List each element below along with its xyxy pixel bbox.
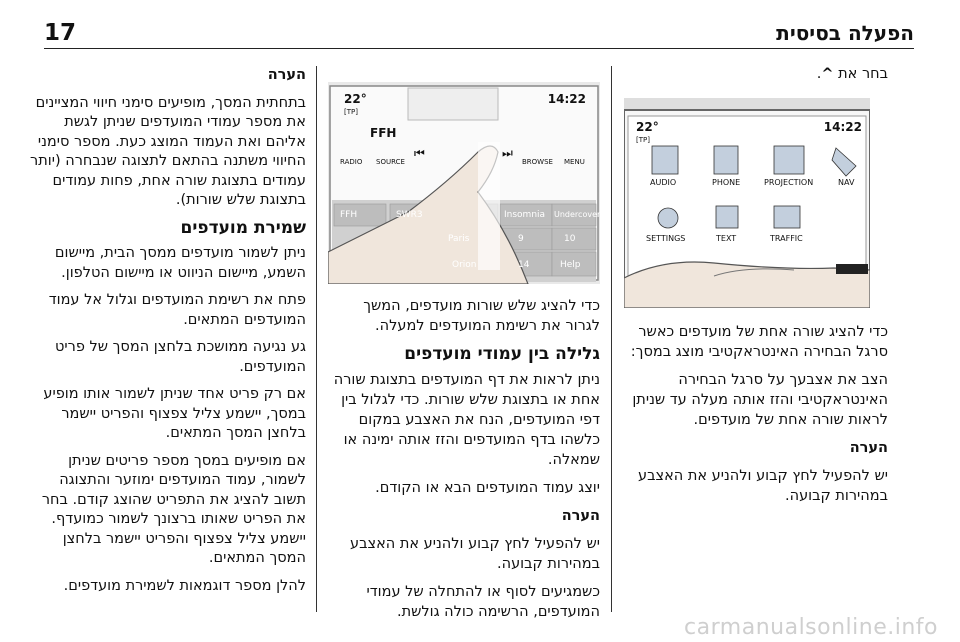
favorite-item[interactable]: 10 bbox=[564, 234, 576, 244]
middle-column-text bbox=[326, 296, 600, 630]
note-heading: הערה bbox=[267, 67, 306, 83]
app-label-phone: PHONE bbox=[712, 178, 741, 187]
app-label-text: TEXT bbox=[716, 234, 737, 243]
paragraph: יוצג עמוד המועדפים הבא או הקודם. bbox=[375, 480, 600, 496]
app-label-nav: NAV bbox=[838, 178, 855, 187]
intro-period: . bbox=[816, 66, 822, 82]
paragraph: ניתן לראות את דף המועדפים בתצוגת שורה אחת או בתצוגת שלש שורות. כדי לגלול בין דפי המועדפים, הנח את האצבע במקום כלשהו בדף המועדפים והזז אותה ימינה או שמאלה. bbox=[333, 372, 600, 468]
temperature-label: 22° bbox=[636, 120, 659, 134]
note-heading: הערה bbox=[561, 508, 600, 524]
favorite-item[interactable]: FFH bbox=[340, 210, 358, 220]
temperature-label: 22° bbox=[344, 92, 367, 106]
app-label-traffic: TRAFFIC bbox=[770, 234, 803, 243]
favorite-item[interactable]: Undercover bbox=[554, 210, 600, 219]
paragraph: הצב את אצבעך על סרגל הבחירה האינטראקטיבי והזז אותה מעלה עד שניתן לראות שורה אחת של מועדפים. bbox=[632, 372, 888, 428]
prev-icon[interactable]: ⏮ bbox=[414, 146, 425, 160]
source-button[interactable]: SOURCE bbox=[376, 158, 405, 166]
note-body: בתחתית המסך, מופיעים סימני חיווי המציינים את מספר עמודי המועדפים שניתן לגשת אליהם ואת העמוד המוצג כעת. מספר סימני החיווי משתנה בהתאם לתצוגה שנבחרה (יותר עמודים בתצוגת שורה אחת, פחות עמודים בתצוגת שלש שורות). bbox=[30, 94, 306, 208]
watermark: carmanualsonline.info bbox=[684, 615, 938, 640]
menu-button[interactable]: MENU bbox=[564, 158, 585, 166]
column-divider bbox=[316, 66, 317, 612]
column-divider bbox=[611, 66, 612, 612]
paragraph: ניתן לשמור מועדפים ממסך הבית, מיישום השמע, מיישום הניווט או מיישום הטלפון. bbox=[54, 245, 306, 281]
browse-button[interactable]: BROWSE bbox=[522, 158, 553, 166]
app-label-audio: AUDIO bbox=[650, 178, 677, 187]
favorite-item[interactable]: 14 bbox=[518, 260, 530, 270]
paragraph: להלן מספר דוגמאות לשמירת מועדפים. bbox=[63, 577, 306, 594]
left-column bbox=[620, 64, 888, 94]
chevron-up-icon: ^ bbox=[821, 66, 834, 82]
page-title: הפעלה בסיסית bbox=[776, 21, 914, 45]
note-body: יש להפעיל לחץ קבוע ולהניע את האצבע במהירות קבועה. bbox=[350, 536, 600, 572]
page-number: 17 bbox=[44, 20, 77, 46]
favorite-item[interactable]: 9 bbox=[518, 234, 524, 244]
paragraph: פתח את רשימת המועדפים וגלול אל עמוד המועדפים המתאים. bbox=[48, 292, 306, 328]
favorite-item[interactable]: Orion bbox=[452, 260, 477, 270]
station-label: FFH bbox=[370, 126, 397, 140]
favorites-screen-image bbox=[328, 82, 600, 284]
favorite-item[interactable]: Insomnia bbox=[504, 210, 546, 220]
favorite-item[interactable]: Help bbox=[560, 260, 581, 270]
clock-label: 14:22 bbox=[547, 92, 586, 106]
home-screen-image bbox=[624, 98, 870, 308]
section-heading: שמירת מועדפים bbox=[180, 217, 306, 238]
note-heading: הערה bbox=[849, 440, 888, 456]
intro-text: בחר את bbox=[838, 66, 888, 82]
tp-label: [TP] bbox=[636, 136, 650, 144]
tp-label: [TP] bbox=[344, 108, 358, 116]
paragraph: גע נגיעה ממושכת בלחצן המסך של פריט המועדפים. bbox=[55, 339, 306, 375]
favorites-screen-illustration bbox=[328, 82, 600, 284]
paragraph: אם מופיעים במסך מספר פריטים שניתן לשמור, עמוד המועדפים ימוזער והתצוגה תשוב להציג את התפריט שהוצג קודם. בחר את הפריט שאותו ברצונך לשמור כמועדף. יישמע צליל צפצוף והפריט יישמר בלחצן המסך המתאים. bbox=[41, 452, 306, 566]
section-heading: גלילה בין עמודי מועדפים bbox=[404, 344, 600, 364]
next-icon[interactable]: ⏭ bbox=[502, 146, 513, 160]
note-body: יש להפעיל לחץ קבוע ולהניע את האצבע במהירות קבועה. bbox=[638, 468, 888, 504]
paragraph: אם רק פריט אחד שניתן לשמור אותו מופיע במסך, יישמע צליל צפצוף והפריט יישמר בלחצן המסך המתאים. bbox=[43, 386, 306, 441]
right-column-text bbox=[28, 66, 306, 604]
app-label-projection: PROJECTION bbox=[764, 178, 814, 187]
image-caption: כדי להציג שלש שורות מועדפים, המשך לגרור את רשימת המועדפים למעלה. bbox=[363, 298, 600, 334]
clock-label: 14:22 bbox=[823, 120, 862, 134]
left-column-text bbox=[620, 322, 888, 514]
radio-button[interactable]: RADIO bbox=[340, 158, 363, 166]
app-label-settings: SETTINGS bbox=[646, 234, 686, 243]
paragraph: כדי להציג שורה אחת של מועדפים כאשר סרגל הבחירה האינטראקטיבי מוצג במסך: bbox=[630, 324, 888, 360]
favorite-item[interactable]: Paris bbox=[448, 234, 470, 244]
paragraph: כשמגיעים לסוף או להתחלה של עמודי המועדפים, הרשימה כולה גולשת. bbox=[366, 584, 600, 620]
favorite-item[interactable]: SWR3 bbox=[396, 210, 423, 220]
page-header bbox=[44, 18, 914, 49]
